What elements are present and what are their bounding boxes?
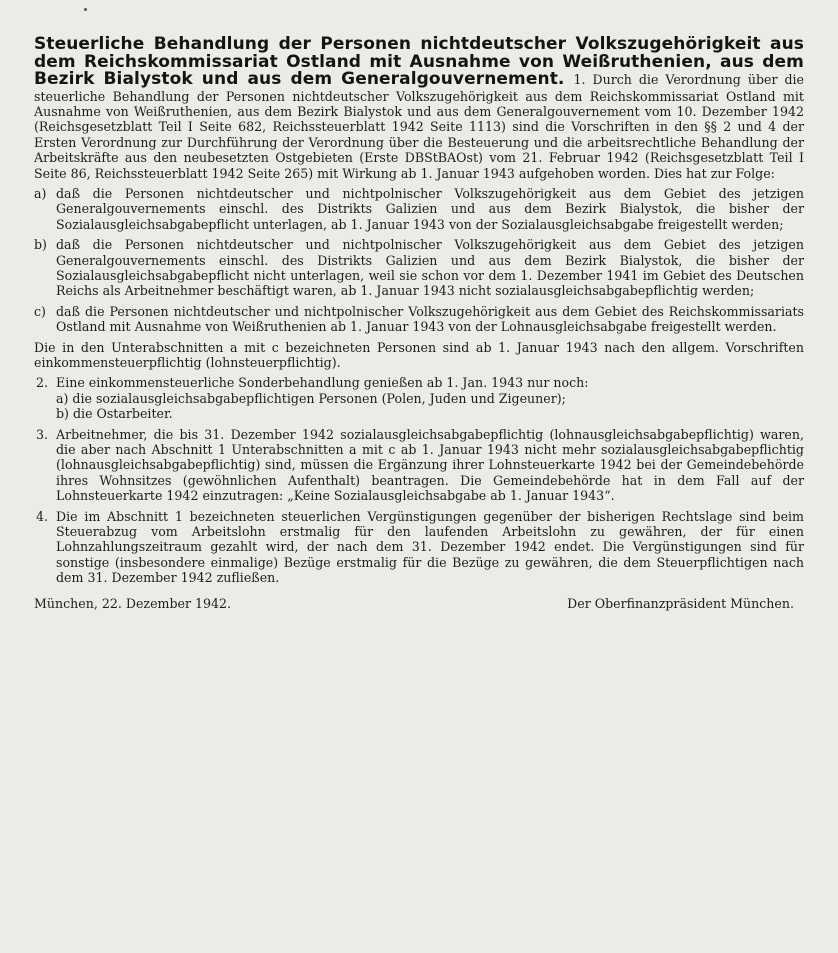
section-3 <box>34 427 804 504</box>
item-text: daß die Personen nichtdeutscher und nichtpolnischer Volkszugehörigkeit aus dem Gebiet des jetzigen Generalgouvernements einschl. des Distrikts Galizien und aus dem Bezirk Bialystok, die bisher der Sozialausgleichsabgabepflicht nicht unterlagen, weil sie schon vor dem 1. Dezember 1941 im Gebiet des Deutschen Reichs als Arbeitnehmer beschäftigt waren, ab 1. Januar 1943 nicht sozialausgleichsabgabepflichtig werden; <box>56 237 804 299</box>
item-text: daß die Personen nichtdeutscher und nichtpolnischer Volkszugehörigkeit aus dem Gebiet des Reichskommissariats Ostland mit Ausnahme von Weißruthenien ab 1. Januar 1943 von der Lohnausgleichsabgabe freigestellt werden. <box>56 303 804 335</box>
paper-speck <box>84 8 87 11</box>
section-number: 4. <box>36 508 49 524</box>
item-label: c) <box>34 303 46 319</box>
section-text: Eine einkommensteuerliche Sonderbehandlung genießen ab 1. Jan. 1943 nur noch: <box>56 375 589 391</box>
headline: Steuerliche Behandlung der Personen nichtdeutscher Volkszugehörigkeit aus dem Reichskommissariat Ostland mit Ausnahme von Weißruthenien, aus dem Bezirk Bialystok und aus dem Generalgouvernement. <box>34 34 804 89</box>
section-number: 2. <box>36 375 49 391</box>
summary-paragraph: Die in den Unterabschnitten a mit c bezeichneten Personen sind ab 1. Januar 1943 nach den allgem. Vorschriften einkommensteuerpflichtig (lohnsteuerpflichtig). <box>34 339 804 370</box>
section-2-sub-a: a) die sozialausgleichsabgabepflichtigen Personen (Polen, Juden und Zigeuner); <box>56 390 566 406</box>
section-2-sub-b: b) die Ostarbeiter. <box>56 406 173 422</box>
item-text: daß die Personen nichtdeutscher und nichtpolnischer Volkszugehörigkeit aus dem Gebiet des jetzigen Generalgouvernements einschl. des Distrikts Galizien und aus dem Bezirk Bialystok, die bisher der Sozialausgleichsabgabepflicht unterlagen, ab 1. Januar 1943 von der Sozialausgleichsabgabe freigestellt werden; <box>56 185 804 232</box>
section-text: Arbeitnehmer, die bis 31. Dezember 1942 sozialausgleichsabgabepflichtig (lohnausgleichsabgabepflichtig) waren, die aber nach Abschnitt 1 Unterabschnitten a mit c ab 1. Januar 1943 nicht mehr sozialausgleichsabgabepflichtig (lohnausgleichsabgabepflichtig) sind, müssen die Ergänzung ihrer Lohnsteuerkarte 1942 bei der Gemeindebehörde ihres Wohnsitzes (gewöhnlichen Aufenthalt) beantragen. Die Gemeindebehörde hat in dem Fall auf der Lohnsteuerkarte 1942 einzutragen: „Keine Sozialausgleichsabgabe ab 1. Januar 1943“. <box>56 426 804 504</box>
place-date: München, 22. Dezember 1942. <box>34 595 232 611</box>
intro-paragraph <box>34 36 804 181</box>
list-item-c <box>34 304 804 335</box>
list-item-b <box>34 237 804 299</box>
section-text: Die im Abschnitt 1 bezeichneten steuerlichen Vergünstigungen gegenüber der bisherigen Rechtslage sind beim Steuerabzug vom Arbeitslohn erstmalig für den laufenden Arbeitslohn zu gewähren, der für einen Lohnzahlungszeitraum gezahlt wird, der nach dem 31. Dezember 1942 endet. Die Vergünstigungen sind für sonstige (insbesondere einmalige) Bezüge erstmalig für die Bezüge zu gewähren, die dem Steuerpflichtigen nach dem 31. Dezember 1942 zufließen. <box>56 508 804 586</box>
item-label: a) <box>34 185 47 201</box>
intro-text: 1. Durch die Verordnung über die steuerliche Behandlung der Personen nichtdeutscher Volkszugehörigkeit aus dem Reichskommissariat Ostland mit Ausnahme von Weißruthenien, aus dem Bezirk Bialystok und aus dem Generalgouvernement vom 10. Dezember 1942 (Reichsgesetzblatt Teil I Seite 682, Reichssteuerblatt 1942 Seite 1113) sind die Vorschriften in den §§ 2 und 4 der Ersten Verordnung zur Durchführung der Verordnung über die Besteuerung und die arbeitsrechtliche Behandlung der Arbeitskräfte aus den neubesetzten Ostgebieten (Erste DBStBAOst) vom 21. Februar 1942 (Reichsgesetzblatt Teil I Seite 86, Reichssteuerblatt 1942 Seite 265) mit Wirkung ab 1. Januar 1943 aufgehoben worden. Dies hat zur Folge: <box>34 72 805 181</box>
item-label: b) <box>34 237 47 253</box>
section-4 <box>34 509 804 586</box>
document-body <box>34 36 804 611</box>
document-footer <box>34 596 804 611</box>
list-item-a <box>34 186 804 232</box>
signature: Der Oberfinanzpräsident München. <box>567 595 794 611</box>
section-number: 3. <box>36 426 49 442</box>
section-2 <box>34 375 804 421</box>
